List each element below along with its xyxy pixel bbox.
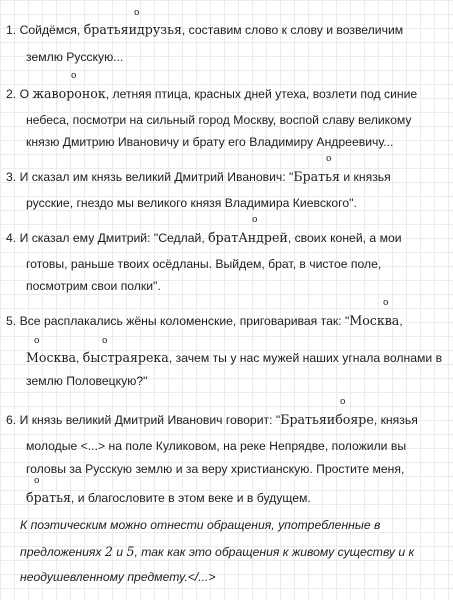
- address-word: Братьяибояре: [280, 412, 374, 427]
- item-number: 4.: [6, 231, 17, 245]
- item-number: 3.: [6, 170, 17, 184]
- address-word: Братья: [293, 169, 340, 184]
- address-mark: о: [134, 8, 140, 18]
- address-mark: о: [252, 215, 258, 225]
- address-word: жаворонок: [32, 86, 106, 101]
- address-word: Москва: [26, 350, 76, 365]
- address-word: братья: [26, 490, 71, 505]
- item-number: 2.: [6, 87, 17, 101]
- address-mark: о: [340, 397, 346, 407]
- address-mark: о: [34, 336, 40, 346]
- address-mark: о: [326, 154, 332, 164]
- item-number: 1.: [6, 23, 17, 37]
- address-word: быстраярека: [82, 350, 169, 365]
- address-mark: о: [34, 476, 40, 486]
- address-word: братьяидрузья: [83, 22, 182, 37]
- address-mark: о: [71, 71, 77, 81]
- address-mark: о: [102, 336, 108, 346]
- item-number: 5.: [6, 314, 17, 328]
- address-mark: о: [383, 298, 389, 308]
- exercise-page: о 1. Сойдёмся, братьяидрузья, составим слово к слову и возвеличим землю Русскую... о 2. О жаворонок, летняя птица, красных дней утеха, возлети под синие небеса, посмотри на сильный город Москву, воспой славу великому князю Дмитрию Ивановичу и брату его Владимиру Андреевичу... о 3. И сказал им князь великий Дмитрий Иванович: "Братья и князья русские, гнездо мы великого князя Владимира Киевского". о 4. И сказал ему Дмитрий: "Седлай, братАндрей, своих коней, а мои готовы, раньше твоих осёдланы. Выйдем, брат, в чистое поле, посмотрим свои полки". о о о 5. Все расплакались жёны коломенские, приговаривая так: "Москва, Москва, быстраярека, зачем ты у нас мужей наших угнала волнами в землю Половецкую?" о о 6. И князь великий Дмитрий Иванович говорит: "Братьяибояре, князья молодые <...> на поле Куликовом, на реке Непрядве, положили вы головы за Русскую землю и за веру христианскую. Простите меня, братья, и благословите в этом веке и в будущем. К поэтическим можно отнести обращения, употребленные в предложениях 2 и 5, так как это обращения к живому существу и к неодушевленному предмету.</...>: [6, 8, 443, 584]
- address-word: братАндрей: [208, 230, 288, 245]
- address-word: Москва: [349, 313, 400, 328]
- item-number: 6.: [6, 413, 17, 427]
